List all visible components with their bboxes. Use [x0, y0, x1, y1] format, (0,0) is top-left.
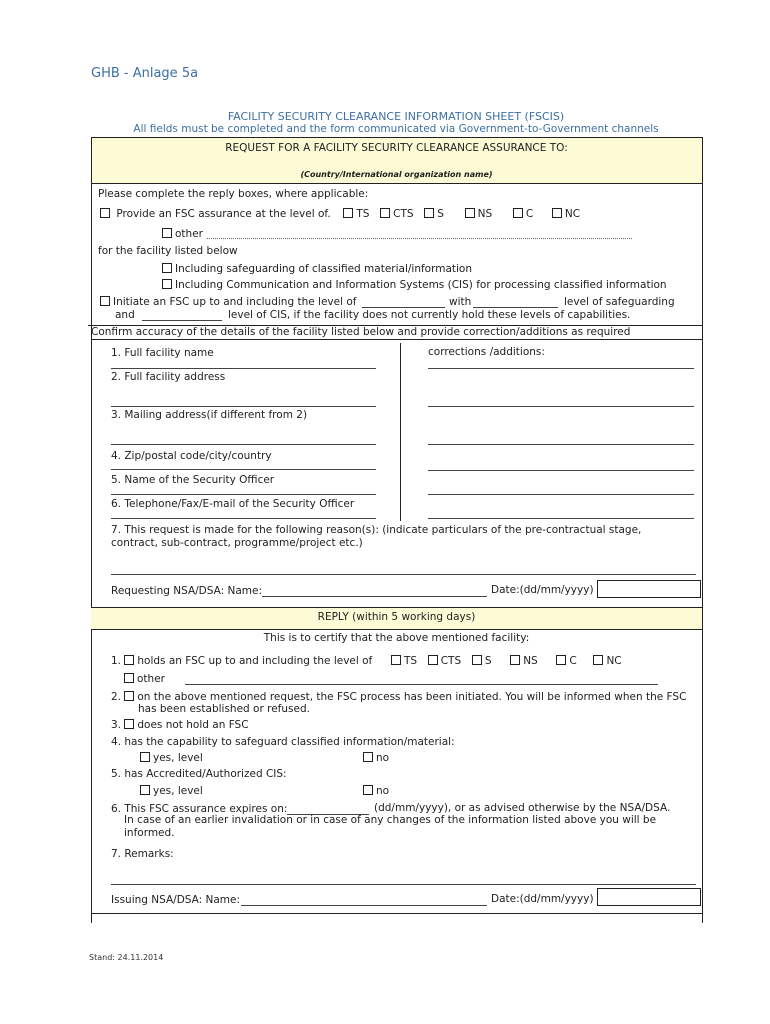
- level-c-checkbox[interactable]: [513, 208, 523, 218]
- field-facility-address-line[interactable]: [111, 406, 376, 407]
- reply-holds-row: [111, 655, 622, 667]
- certify-text: This is to certify that the above mentioned facility:: [263, 632, 530, 644]
- complete-reply-text: Please complete the reply boxes, where applicable:: [98, 188, 369, 200]
- field-mailing-address: 3. Mailing address(if different from 2): [111, 409, 308, 421]
- reply-2-number: 2.: [111, 691, 122, 703]
- reply-other-label: other: [137, 673, 165, 685]
- reply-holds-label: holds an FSC up to and including the level of: [137, 655, 373, 667]
- field-zip-city-country-line[interactable]: [111, 469, 376, 470]
- reply-initiated-label: on the above mentioned request, the FSC process has been initiated. You will be informed when the FSC: [137, 691, 687, 703]
- field-security-officer-line[interactable]: [111, 494, 376, 495]
- reply-cis-text: 5. has Accredited/Authorized CIS:: [111, 768, 287, 780]
- stand-date: Stand: 24.11.2014: [89, 953, 164, 962]
- cis-no-row: [363, 785, 389, 797]
- reply-other-line[interactable]: [185, 684, 658, 685]
- field-zip-city-country: 4. Zip/postal code/city/country: [111, 450, 272, 462]
- expires-note-2: informed.: [124, 827, 175, 839]
- confirm-header: Confirm accuracy of the details of the facility listed below and provide correction/additions as required: [91, 326, 631, 338]
- reply-level-ns-label: NS: [523, 655, 538, 667]
- correction-line-2[interactable]: [428, 406, 694, 407]
- correction-line-5[interactable]: [428, 494, 694, 495]
- reply-banner: REPLY (within 5 working days): [317, 611, 476, 623]
- cis-row: [162, 279, 667, 291]
- provide-checkbox[interactable]: [100, 208, 110, 218]
- capability-no-label: no: [376, 752, 390, 764]
- field-officer-contact-line[interactable]: [111, 518, 376, 519]
- reply-level-cts-checkbox[interactable]: [428, 655, 438, 665]
- issuing-date-label: Date:(dd/mm/yyyy): [491, 893, 594, 905]
- capability-no-checkbox[interactable]: [363, 752, 373, 762]
- level-ns-label: NS: [477, 208, 493, 220]
- reply-level-cts-label: CTS: [440, 655, 462, 667]
- reply-initiated-checkbox[interactable]: [124, 691, 134, 701]
- reply-capability-text: 4. has the capability to safeguard classified information/material:: [111, 736, 455, 748]
- request-banner: REQUEST FOR A FACILITY SECURITY CLEARANCE ASSURANCE TO:: [225, 142, 568, 154]
- issuing-date-box[interactable]: [597, 888, 701, 906]
- correction-line-4[interactable]: [428, 470, 694, 471]
- annex-label: GHB - Anlage 5a: [91, 66, 199, 81]
- remarks-line[interactable]: [111, 884, 696, 885]
- and-label: and: [115, 309, 135, 321]
- form-title: FACILITY SECURITY CLEARANCE INFORMATION SHEET (FSCIS): [227, 110, 565, 123]
- reply-initiated-row: [111, 691, 686, 703]
- capability-no-row: [363, 752, 389, 764]
- issuing-label: Issuing NSA/DSA: Name:: [111, 894, 241, 906]
- safeguarding-label: Including safeguarding of classified material/information: [175, 263, 473, 275]
- level-nc-label: NC: [564, 208, 581, 220]
- requesting-date-label: Date:(dd/mm/yyyy): [491, 584, 594, 596]
- reply-other-checkbox[interactable]: [124, 673, 134, 683]
- request-other-label: other: [175, 228, 203, 240]
- request-other-line[interactable]: [207, 238, 632, 239]
- reply-no-fsc-checkbox[interactable]: [124, 719, 134, 729]
- level-cts-label: CTS: [393, 208, 414, 220]
- reply-no-fsc-label: does not hold an FSC: [137, 719, 249, 731]
- capability-yes-checkbox[interactable]: [140, 752, 150, 762]
- provide-label: Provide an FSC assurance at the level of.: [116, 208, 331, 220]
- reply-level-nc-checkbox[interactable]: [593, 655, 603, 665]
- cis-no-label: no: [376, 785, 390, 797]
- reason-line[interactable]: [111, 574, 696, 575]
- level-s-checkbox[interactable]: [424, 208, 434, 218]
- field-officer-contact: 6. Telephone/Fax/E-mail of the Security Officer: [111, 498, 355, 510]
- level-nc-checkbox[interactable]: [552, 208, 562, 218]
- corrections-label: corrections /additions:: [428, 346, 545, 358]
- reply-level-nc-label: NC: [606, 655, 622, 667]
- reply-level-c-checkbox[interactable]: [556, 655, 566, 665]
- field-facility-name: 1. Full facility name: [111, 347, 214, 359]
- reply-holds-checkbox[interactable]: [124, 655, 134, 665]
- correction-line-6[interactable]: [428, 518, 694, 519]
- initiate-level-line[interactable]: [362, 307, 445, 308]
- safeguarding-row: [162, 263, 472, 275]
- capability-yes-row: [140, 752, 203, 764]
- cis-yes-checkbox[interactable]: [140, 785, 150, 795]
- reply-level-ts-checkbox[interactable]: [391, 655, 401, 665]
- initiate-row: [100, 296, 356, 308]
- reply-level-ns-checkbox[interactable]: [510, 655, 520, 665]
- level-c-label: C: [525, 208, 534, 220]
- initiate-label: Initiate an FSC up to and including the level of: [113, 296, 357, 308]
- requesting-name-line[interactable]: [262, 596, 487, 597]
- reply-level-s-checkbox[interactable]: [472, 655, 482, 665]
- facility-listed-text: for the facility listed below: [98, 245, 238, 257]
- remarks-label: 7. Remarks:: [111, 848, 174, 860]
- reply-other-row: [124, 673, 165, 685]
- level-ns-checkbox[interactable]: [465, 208, 475, 218]
- request-other-row: [162, 228, 203, 240]
- level-ts-checkbox[interactable]: [343, 208, 353, 218]
- cis-level-line[interactable]: [142, 320, 222, 321]
- capability-yes-label: yes, level: [153, 752, 203, 764]
- reason-text-1: 7. This request is made for the following reason(s): (indicate particulars of the pre-contractual stage,: [111, 524, 642, 536]
- field-security-officer: 5. Name of the Security Officer: [111, 474, 275, 486]
- level-ts-label: TS: [356, 208, 370, 220]
- cis-level-text: level of CIS, if the facility does not currently hold these levels of capabilities.: [228, 309, 631, 321]
- expires-note-1: In case of an earlier invalidation or in case of any changes of the information listed above you will be: [124, 814, 657, 826]
- expires-text: 6. This FSC assurance expires on:: [111, 803, 288, 815]
- field-mailing-address-line[interactable]: [111, 444, 376, 445]
- level-s-label: S: [437, 208, 444, 220]
- correction-line-3[interactable]: [428, 444, 694, 445]
- issuing-name-line[interactable]: [241, 905, 487, 906]
- reply-level-ts-label: TS: [403, 655, 418, 667]
- reply-level-c-label: C: [569, 655, 577, 667]
- requesting-date-box[interactable]: [597, 580, 701, 598]
- provide-row: [100, 208, 580, 220]
- cis-label: Including Communication and Information Systems (CIS) for processing classified information: [175, 279, 667, 291]
- cis-checkbox[interactable]: [162, 279, 172, 289]
- cis-no-checkbox[interactable]: [363, 785, 373, 795]
- reply-1-number: 1.: [111, 655, 122, 667]
- field-facility-name-line[interactable]: [111, 368, 376, 369]
- reply-level-s-label: S: [484, 655, 492, 667]
- requesting-label: Requesting NSA/DSA: Name:: [111, 585, 262, 597]
- reply-initiated-cont: has been established or refused.: [138, 703, 310, 715]
- cis-yes-label: yes, level: [153, 785, 203, 797]
- level-cts-checkbox[interactable]: [380, 208, 390, 218]
- initiate-checkbox[interactable]: [100, 296, 110, 306]
- reply-3-number: 3.: [111, 719, 122, 731]
- country-label: (Country/International organization name): [300, 170, 493, 179]
- initiate-with: with: [449, 296, 472, 308]
- expires-text-2: (dd/mm/yyyy), or as advised otherwise by the NSA/DSA.: [374, 802, 671, 814]
- form-subtitle: All fields must be completed and the form communicated via Government-to-Government channels: [133, 123, 659, 135]
- initiate-with-line[interactable]: [473, 307, 558, 308]
- request-other-checkbox[interactable]: [162, 228, 172, 238]
- reason-text-2: contract, sub-contract, programme/project etc.): [111, 537, 363, 549]
- field-facility-address: 2. Full facility address: [111, 371, 226, 383]
- cis-yes-row: [140, 785, 203, 797]
- safeguarding-checkbox[interactable]: [162, 263, 172, 273]
- reply-no-fsc-row: [111, 719, 249, 731]
- correction-line-1[interactable]: [428, 368, 694, 369]
- initiate-safeguarding: level of safeguarding: [564, 296, 675, 308]
